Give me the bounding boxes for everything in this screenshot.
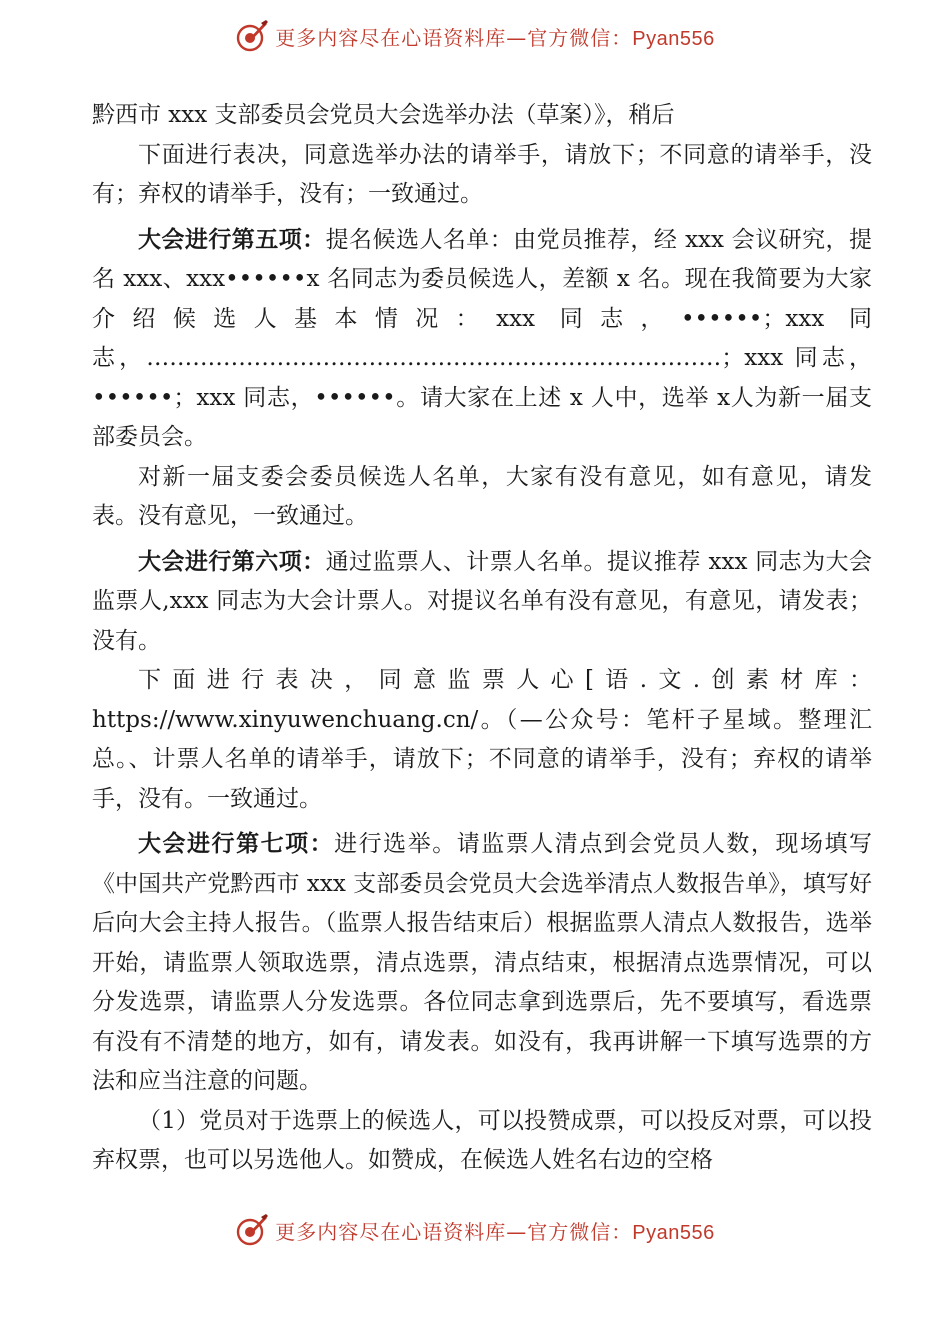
paragraph-item-five	[92, 221, 872, 458]
paragraph-item-seven	[92, 825, 872, 1102]
quill-logo-icon	[235, 19, 269, 53]
document-body	[92, 96, 872, 1181]
paragraph-text: 对新一届支委会委员候选人名单，大家有没有意见，如有意见，请发表。没有意见，一致通过。	[92, 463, 872, 529]
paragraph-candidate-opinion	[92, 458, 872, 537]
paragraph-item-six	[92, 543, 872, 662]
paragraph-text: 通过监票人、计票人名单。提议推荐 xxx 同志为大会监票人,xxx 同志为大会计票人。对提议名单有没有意见，有意见，请发表；没有。	[92, 548, 872, 654]
paragraph-text: 黔西市 xxx 支部委员会党员大会选举办法（草案）》，稍后	[92, 102, 675, 128]
footer-banner-wechat-id: Pyan556	[632, 1221, 715, 1244]
header-banner	[0, 14, 950, 58]
section-lead: 大会进行第七项：	[138, 831, 335, 857]
paragraph-continuation	[92, 96, 872, 136]
footer-banner	[0, 1208, 950, 1252]
paragraph-vote-scrutineers	[92, 661, 872, 819]
section-lead: 大会进行第五项：	[138, 226, 326, 253]
paragraph-text: 下面进行表决，同意监票人心[语.文.创素材库：https://www.xinyuwenchuang.cn/。（—公众号：笔杆子星域。整理汇总。、计票人名单的请举手，请放下；不同意的请举手，没有；弃权的请举手，没有。一致通过。	[92, 667, 872, 812]
header-banner-text	[275, 22, 714, 51]
paragraph-ballot-rule-one	[92, 1102, 872, 1181]
paragraph-text: 下面进行表决，同意选举办法的请举手，请放下；不同意的请举手，没有；弃权的请举手，没有；一致通过。	[92, 141, 872, 207]
footer-banner-label: 更多内容尽在心语资料库—官方微信：	[275, 1219, 633, 1244]
paragraph-text: 进行选举。请监票人清点到会党员人数，现场填写《中国共产党黔西市 xxx 支部委员会党员大会选举清点人数报告单》，填写好后向大会主持人报告。（监票人报告结束后）根据监票人清点人数报告，选举开始，请监票人领取选票，清点选票，清点结束，根据清点选票情况，可以分发选票，请监票人分发选票。各位同志拿到选票后，先不要填写，看选票有没有不清楚的地方，如有，请发表。如没有，我再讲解一下填写选票的方法和应当注意的问题。	[92, 831, 873, 1094]
paragraph-text: （1）党员对于选票上的候选人，可以投赞成票，可以投反对票，可以投弃权票，也可以另选他人。如赞成，在候选人姓名右边的空格	[92, 1107, 872, 1173]
paragraph-text: 提名候选人名单：由党员推荐，经 xxx 会议研究，提名 xxx、xxx••••••x 名同志为委员候选人，差额 x 名。现在我简要为大家介绍候选人基本情况：xxx 同志，••••••；xxx 同志，…………………………………………………………………；xxx 同志，••••••；xxx 同志，••••••。请大家在上述 x 人中，选举 x人为新一届支部委员会。	[92, 226, 872, 450]
header-banner-wechat-id: Pyan556	[632, 27, 715, 50]
quill-logo-icon	[235, 1213, 269, 1247]
header-banner-label: 更多内容尽在心语资料库—官方微信：	[275, 25, 633, 50]
footer-banner-text	[275, 1216, 714, 1245]
paragraph-vote-election-method	[92, 136, 872, 215]
section-lead: 大会进行第六项：	[138, 548, 326, 575]
